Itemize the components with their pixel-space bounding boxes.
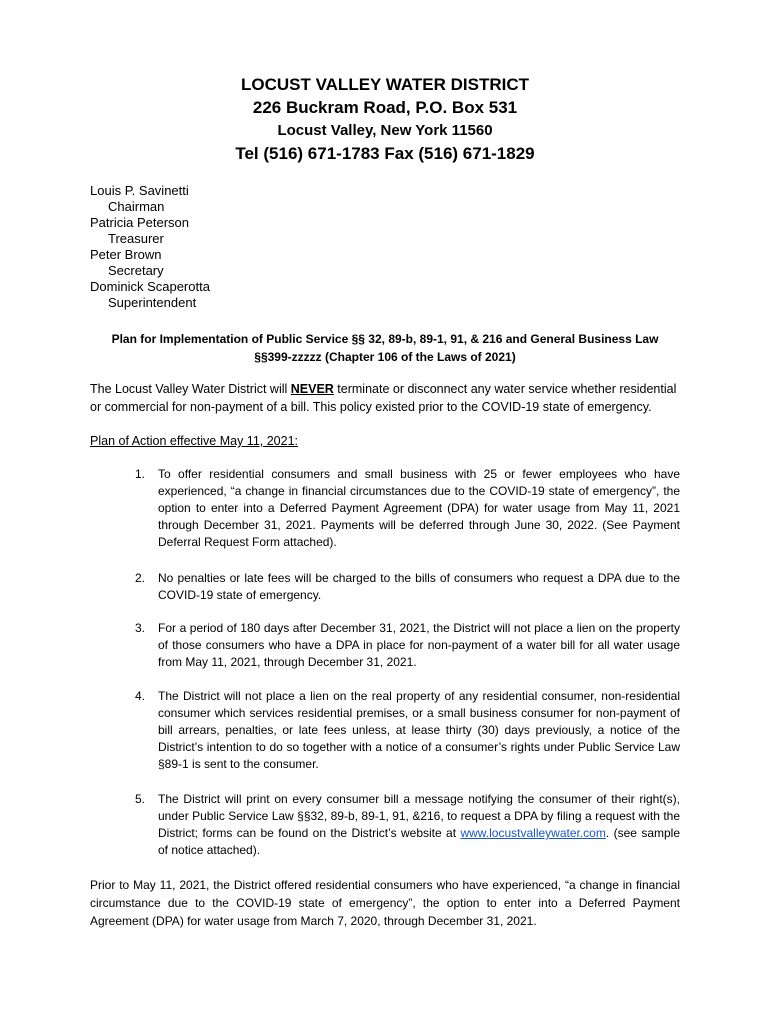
list-text: For a period of 180 days after December 31, 2021, the District will not place a lien on the property of those consumers who have a DPA in place for non-payment of a water bill for all water usage from May 11, 2021, through December 31, 2021. — [158, 621, 680, 669]
letterhead — [0, 76, 770, 162]
officer-title: Secretary — [108, 263, 164, 278]
officer-title: Chairman — [108, 199, 165, 214]
plan-title-line: Plan for Implementation of Public Service §§ 32, 89-b, 89-1, 91, & 216 and General Business Law — [111, 332, 659, 346]
intro-paragraph — [90, 380, 680, 416]
closing-paragraph: Prior to May 11, 2021, the District offered residential consumers who have experienced, “a change in financial circumstance due to the COVID-19 state of emergency”, the option to enter into a Deferred Payment Agreement (DPA) for water usage from March 7, 2020, through December 31, 2021. — [90, 878, 680, 928]
list-item — [135, 570, 680, 604]
intro-text: terminate or disconnect any water service whether residential or commercial for non-payment of a bill. This policy existed prior to the COVID-19 state of emergency. — [90, 382, 677, 414]
list-number: 3. — [135, 621, 146, 635]
officer-name: Louis P. Savinetti — [90, 183, 189, 198]
officer-title: Superintendent — [108, 295, 197, 310]
list-number: 4. — [135, 689, 146, 703]
list-text-part: . (see sample of notice attached). — [158, 826, 681, 857]
list-text: No penalties or late fees will be charged to the bills of consumers who request a DPA due to the COVID-19 state of emergency. — [158, 571, 680, 602]
officers-list — [90, 183, 210, 311]
officer-name: Peter Brown — [90, 247, 162, 262]
plan-title-line: §§399-zzzzz (Chapter 106 of the Laws of 2021) — [254, 350, 516, 364]
list-item — [135, 791, 680, 859]
org-phone: Tel (516) 671-1783 Fax (516) 671-1829 — [235, 144, 535, 163]
list-text: To offer residential consumers and small business with 25 or fewer employees who have experienced, “a change in financial circumstances due to the COVID-19 state of emergency”, the option to enter into a Deferred Payment Agreement (DPA) for water usage from May 11, 2021 through December 31, 2021. Payments will be deferred through June 30, 2022. (See Payment Deferral Request Form attached). — [158, 467, 680, 549]
list-item — [135, 620, 680, 671]
plan-title — [90, 330, 680, 366]
org-city: Locust Valley, New York 11560 — [277, 122, 493, 139]
officer-name: Patricia Peterson — [90, 215, 189, 230]
plan-heading: Plan of Action effective May 11, 2021: — [90, 434, 299, 448]
list-text: The District will not place a lien on the real property of any residential consumer, non-residential consumer which services residential premises, or a small business consumer for non-payment of bill arrears, penalties, or late fees unless, at lease thirty (30) days previously, a notice of the District’s intention to do so together with a notice of a consumer’s rights under Public Service Law §89-1 is sent to the consumer. — [158, 689, 680, 771]
list-number: 1. — [135, 467, 146, 481]
list-item — [135, 688, 680, 773]
list-text — [158, 791, 680, 859]
list-number: 2. — [135, 571, 146, 585]
list-text-part: The District will print on every consumer bill a message notifying the consumer of their right(s), under Public Service Law §§32, 89-b, 89-1, 91, &216, to request a DPA by filing a request with the District; forms can be found on the District’s website at — [158, 792, 680, 840]
list-item — [135, 466, 680, 551]
org-name: LOCUST VALLEY WATER DISTRICT — [240, 75, 530, 94]
intro-emphasis: NEVER — [290, 382, 334, 396]
website-link[interactable]: www.locustvalleywater.com — [460, 826, 606, 840]
intro-text: The Locust Valley Water District will — [90, 382, 291, 396]
officer-title: Treasurer — [108, 231, 164, 246]
list-number: 5. — [135, 792, 146, 806]
org-address: 226 Buckram Road, P.O. Box 531 — [252, 98, 518, 117]
officer-name: Dominick Scaperotta — [90, 279, 210, 294]
